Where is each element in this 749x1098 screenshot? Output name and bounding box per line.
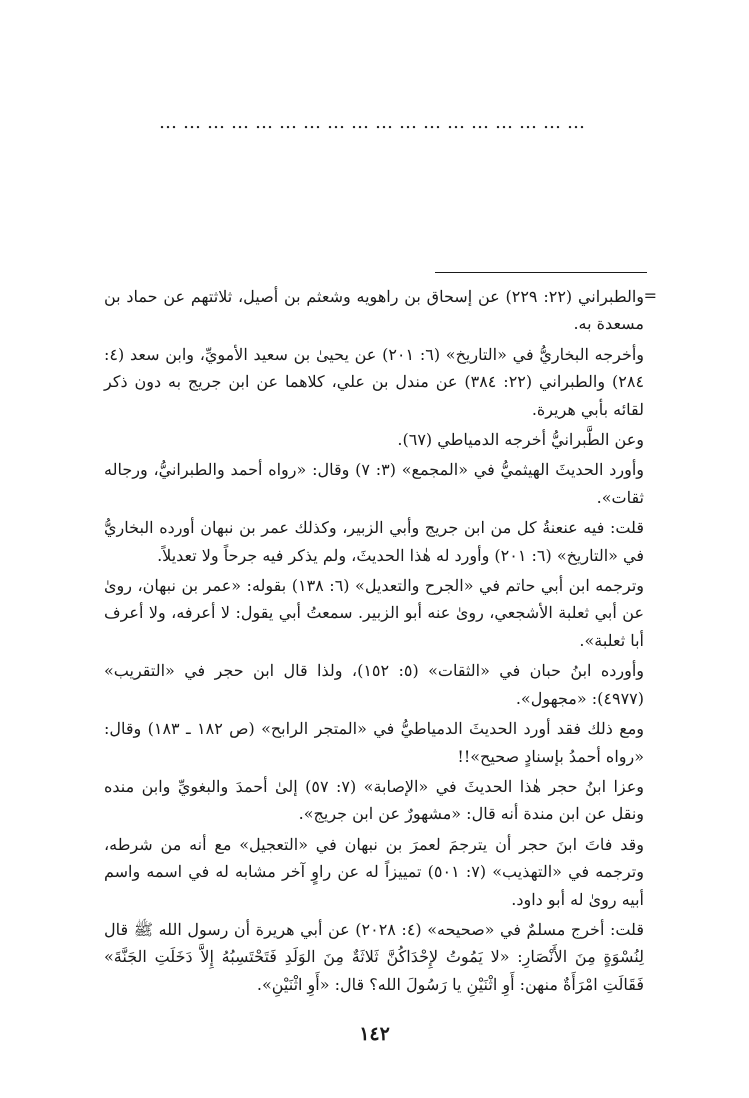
footnote-paragraph: وعن الطَّبرانيُّ أخرجه الدمياطي (٦٧). xyxy=(397,430,644,450)
footnote-paragraph: قلت: فيه عنعنةُ كل من ابن جريج وأبي الزبير، وكذلك عمر بن نبهان أورده البخاريُّ في «التاريخ» (٦: ٢٠١) وأورد له هٰذا الحديثَ، ولم يذكر فيه جرحاً ولا تعديلاً. xyxy=(104,518,644,565)
footnote-paragraph: وأورد الحديثَ الهيثميُّ في «المجمع» (٣: ٧) وقال: «رواه أحمد والطبرانيُّ، ورجاله ثقات». xyxy=(104,460,645,507)
footnote-body xyxy=(104,283,644,1001)
ellipsis-separator: ……………………………………………… xyxy=(159,112,591,133)
page-number: ١٤٢ xyxy=(359,1023,390,1045)
footnote-paragraph: وأخرجه البخاريُّ في «التاريخ» (٦: ٢٠١) عن يحيىٰ بن سعيد الأمويِّ، وابن سعد (٤: ٢٨٤) والطبراني (٢٢: ٣٨٤) عن مندل بن علي، كلاهما عن ابن جريج به دون ذكر لقائه بأبي هريرة. xyxy=(104,344,645,419)
footnote-paragraph: وقد فاتَ ابنَ حجر أن يترجمَ لعمرَ بن نبهان في «التعجيل» مع أنه من شرطه، وترجمه في «التهذيب» (٧: ٥٠١) تمييزاً له عن راوٍ آخر مشابه له في اسمه واسم أبيه روىٰ له أبو داود. xyxy=(104,834,644,909)
footnote-paragraph: وعزا ابنُ حجر هٰذا الحديثَ في «الإصابة» (٧: ٥٧) إلىٰ أحمدَ والبغويِّ وابن منده ونقل عن ابن مندة أنه قال: «مشهورٌ عن ابن جريج». xyxy=(104,776,644,824)
footnote-paragraph: قلت: أخرج مسلمٌ في «صحيحه» (٤: ٢٠٢٨) عن أبي هريرة أن رسول الله ﷺ قال لِنُسْوَةٍ مِنَ الأَنْصَارِ: «لا يَمُوتُ لإِحْدَاكُنَّ ثَلاثَةٌ مِنَ الوَلَدِ فَتَحْتَسِبُهُ إِلاَّ دَخَلَتِ الجَنَّةَ» فَقَالَتِ امْرَأَةٌ منهن: أَوِ اثْنَيْنِ يا رَسُولَ الله؟ قال: «أَوِ اثْنَيْنِ». xyxy=(104,919,644,994)
footnote-continuation-mark: = xyxy=(643,286,657,305)
footnote-rule xyxy=(435,272,647,273)
footnote-paragraph: والطبراني (٢٢: ٢٢٩) عن إسحاق بن راهويه وشعثم بن أصيل، ثلاثتهم عن حماد بن مسعدة به. xyxy=(104,287,645,334)
footnote-paragraph: وأورده ابنُ حبان في «الثقات» (٥: ١٥٢)، ولذا قال ابن حجر في «التقريب» (٤٩٧٧): «مجهول». xyxy=(104,661,645,708)
footnote-paragraph: ومع ذلك فقد أورد الحديثَ الدمياطيُّ في «المتجر الرابح» (ص ١٨٢ ـ ١٨٣) وقال: «رواه أحمدُ بإسنادٍ صحيح»!! xyxy=(104,719,645,766)
footnote-paragraph: وترجمه ابن أبي حاتم في «الجرح والتعديل» (٦: ١٣٨) بقوله: «عمر بن نبهان، روىٰ عن أبي ثعلبة الأشجعي، روىٰ عنه أبو الزبير. سمعتُ أبي يقول: لا أعرفه، ولا أعرف أبا ثعلبة». xyxy=(104,576,645,650)
